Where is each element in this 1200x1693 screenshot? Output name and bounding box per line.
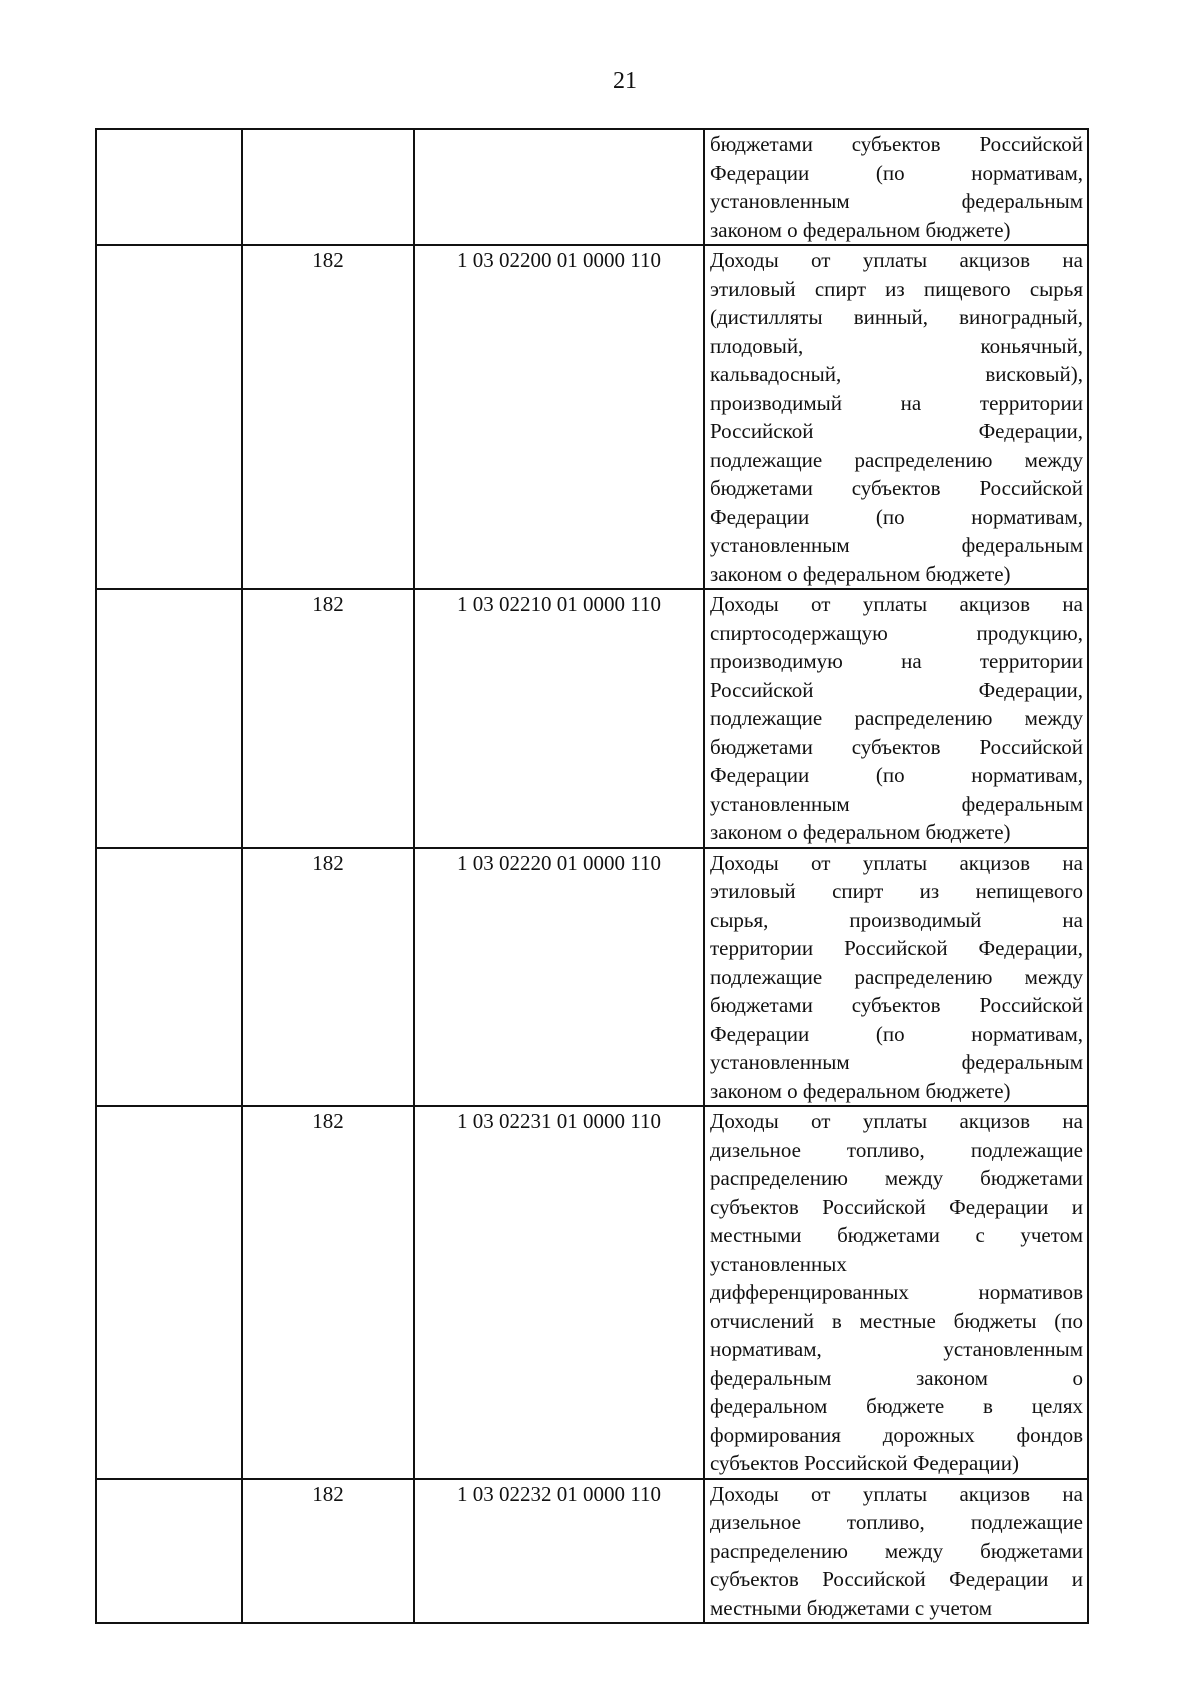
description-line: дизельное топливо, подлежащие: [710, 1137, 1083, 1162]
revenue-code-cell: 1 03 02210 01 0000 110: [414, 589, 704, 848]
description-line: кальвадосный, висковый),: [710, 362, 1083, 386]
description-line: Федерации (по нормативам,: [710, 504, 1083, 529]
description-line: производимую на территории: [710, 649, 1083, 673]
description-line: распределению между бюджетами: [710, 1166, 1083, 1190]
description-line: бюджетами субъектов Российской: [710, 734, 1083, 759]
description-line: этиловый спирт из пищевого сырья: [710, 276, 1083, 301]
description-line: сырья, производимый на: [710, 907, 1083, 932]
administrator-code-cell: 182: [242, 245, 414, 589]
description-line: установленных: [710, 1251, 847, 1276]
description-line: местными бюджетами с учетом: [710, 1595, 993, 1620]
description-line: дизельное топливо, подлежащие: [710, 1510, 1083, 1534]
description-line: этиловый спирт из непищевого: [710, 879, 1083, 903]
table-row: [96, 245, 1088, 589]
revenue-code-cell: 1 03 02220 01 0000 110: [414, 848, 704, 1107]
description-line: спиртосодержащую продукцию,: [710, 620, 1083, 645]
empty-cell: [96, 245, 242, 589]
description-line: Доходы от уплаты акцизов на: [710, 1481, 1083, 1506]
revenue-description-cell: [704, 1479, 1088, 1624]
table-row: [96, 1106, 1088, 1479]
description-line: (дистилляты винный, виноградный,: [710, 305, 1083, 329]
description-line: установленным федеральным: [710, 791, 1083, 816]
administrator-code-cell: 182: [242, 1479, 414, 1624]
administrator-code-cell: 182: [242, 848, 414, 1107]
description-line: федеральным законом о: [710, 1365, 1083, 1390]
description-line: дифференцированных нормативов: [710, 1280, 1083, 1304]
description-line: подлежащие распределению между: [710, 706, 1083, 730]
administrator-code-cell: 182: [242, 589, 414, 848]
description-line: плодовый, коньячный,: [710, 333, 1083, 358]
description-line: установленным федеральным: [710, 533, 1083, 557]
description-line: Федерации (по нормативам,: [710, 763, 1083, 787]
description-line: Российской Федерации,: [710, 677, 1083, 702]
description-line: законом о федеральном бюджете): [710, 217, 1011, 242]
description-line: подлежащие распределению между: [710, 964, 1083, 989]
revenue-description-cell: [704, 129, 1088, 245]
description-line: распределению между бюджетами: [710, 1538, 1083, 1563]
description-line: установленным федеральным: [710, 189, 1083, 213]
description-line: Федерации (по нормативам,: [710, 160, 1083, 185]
administrator-code-cell: [242, 129, 414, 245]
revenue-description-cell: [704, 245, 1088, 589]
description-line: Российской Федерации,: [710, 419, 1083, 443]
table-row: [96, 589, 1088, 848]
empty-cell: [96, 1106, 242, 1479]
empty-cell: [96, 1479, 242, 1624]
table-row: [96, 1479, 1088, 1624]
revenue-code-cell: [414, 129, 704, 245]
revenue-description-cell: [704, 1106, 1088, 1479]
description-line: Федерации (по нормативам,: [710, 1021, 1083, 1046]
description-line: бюджетами субъектов Российской: [710, 993, 1083, 1017]
description-line: Доходы от уплаты акцизов на: [710, 850, 1083, 875]
description-line: местными бюджетами с учетом: [710, 1223, 1083, 1247]
table-row: [96, 129, 1088, 245]
description-line: Доходы от уплаты акцизов на: [710, 592, 1083, 616]
description-line: субъектов Российской Федерации и: [710, 1194, 1083, 1219]
description-line: Доходы от уплаты акцизов на: [710, 1109, 1083, 1133]
empty-cell: [96, 129, 242, 245]
description-line: законом о федеральном бюджете): [710, 561, 1011, 586]
description-line: федеральном бюджете в целях: [710, 1394, 1083, 1418]
revenue-classification-table: [95, 128, 1089, 1624]
description-line: производимый на территории: [710, 390, 1083, 415]
description-line: установленным федеральным: [710, 1050, 1083, 1074]
revenue-code-cell: 1 03 02200 01 0000 110: [414, 245, 704, 589]
description-line: законом о федеральном бюджете): [710, 820, 1011, 844]
description-line: субъектов Российской Федерации): [710, 1451, 1020, 1475]
description-line: нормативам, установленным: [710, 1337, 1083, 1361]
description-line: субъектов Российской Федерации и: [710, 1567, 1083, 1591]
revenue-code-cell: 1 03 02231 01 0000 110: [414, 1106, 704, 1479]
page-number: 21: [613, 68, 637, 94]
revenue-code-cell: 1 03 02232 01 0000 110: [414, 1479, 704, 1624]
empty-cell: [96, 589, 242, 848]
description-line: территории Российской Федерации,: [710, 936, 1083, 960]
description-line: Доходы от уплаты акцизов на: [710, 248, 1083, 272]
description-line: бюджетами субъектов Российской: [710, 132, 1083, 156]
revenue-description-cell: [704, 589, 1088, 848]
description-line: формирования дорожных фондов: [710, 1422, 1083, 1447]
description-line: подлежащие распределению между: [710, 447, 1083, 472]
description-line: бюджетами субъектов Российской: [710, 476, 1083, 500]
table-row: [96, 848, 1088, 1107]
description-line: законом о федеральном бюджете): [710, 1078, 1011, 1103]
administrator-code-cell: 182: [242, 1106, 414, 1479]
revenue-description-cell: [704, 848, 1088, 1107]
description-line: отчислений в местные бюджеты (по: [710, 1308, 1083, 1333]
empty-cell: [96, 848, 242, 1107]
